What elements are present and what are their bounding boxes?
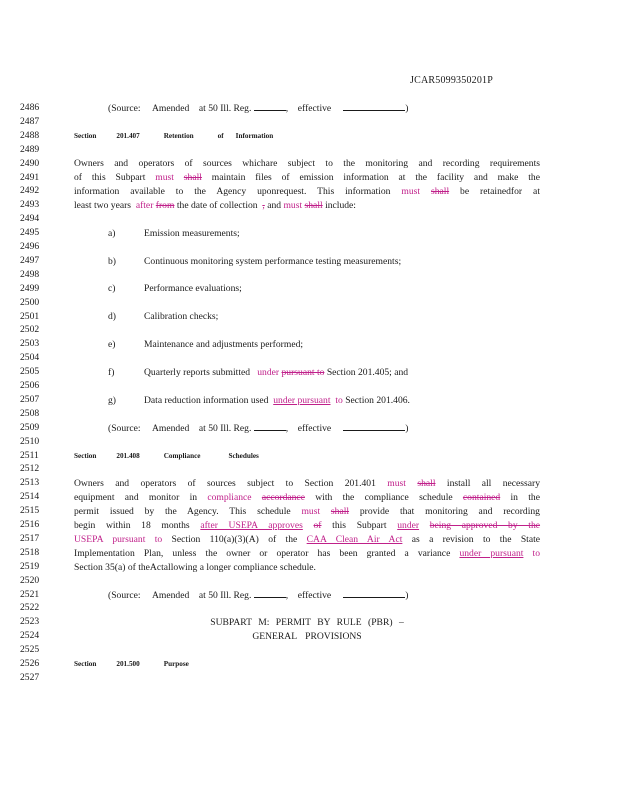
line-number: 2504 xyxy=(20,352,40,364)
line-number: 2521 xyxy=(20,588,40,600)
line-number: 2515 xyxy=(20,505,40,517)
paragraph-line: begin within 18 months after USEPA approves of this Subpart under being approved by the xyxy=(74,520,541,531)
line-number: 2503 xyxy=(20,338,40,350)
line-number: 2518 xyxy=(20,546,40,558)
line-number: 2494 xyxy=(20,213,40,225)
line-number: 2496 xyxy=(20,241,40,252)
paragraph-line: equipment and monitor in compliance accordance with the compliance schedule contained in the xyxy=(74,492,540,503)
line-number: 2522 xyxy=(20,602,40,614)
line-number: 2512 xyxy=(20,463,40,475)
paragraph-line: Section 35(a) of theActallowing a longer compliance schedule. xyxy=(74,562,316,573)
line-number: 2517 xyxy=(20,532,40,544)
line-number: 2488 xyxy=(20,129,40,141)
line-number: 2498 xyxy=(20,268,40,280)
line-number: 2510 xyxy=(20,435,40,447)
line-number: 2513 xyxy=(20,477,40,489)
line-number: 2502 xyxy=(20,324,40,336)
line-number: 2508 xyxy=(20,407,40,419)
paragraph-line: information available to the Agency uponrequest. This information must shall be retainedfor at xyxy=(74,186,540,197)
list-item-c: c) Performance evaluations; xyxy=(108,283,242,294)
list-item-a: a) Emission measurements; xyxy=(108,228,240,239)
line-number: 2507 xyxy=(20,393,40,405)
line-number: 2519 xyxy=(20,560,40,572)
line-number: 2523 xyxy=(20,616,40,628)
section-heading-201-408: Section 201.408 Compliance Schedules xyxy=(74,452,259,460)
line-number: 2506 xyxy=(20,380,40,391)
source-note-1: (Source: Amended at 50 Ill. Reg. , effective ) xyxy=(108,103,409,114)
blank-line xyxy=(254,101,286,111)
line-number: 2491 xyxy=(20,171,40,183)
list-item-e: e) Maintenance and adjustments performed; xyxy=(108,339,304,350)
paragraph-line: Owners and operators of sources subject to Section 201.401 must shall install all necessary xyxy=(74,478,541,489)
line-number: 2500 xyxy=(20,296,40,308)
line-number: 2489 xyxy=(20,143,40,155)
paragraph-line: least two years after from the date of collection , and must shall include: xyxy=(74,200,356,211)
paragraph-line: permit issued by the Agency. This schedule must shall provide that monitoring and recording xyxy=(74,506,540,517)
list-item-b: b) Continuous monitoring system performance testing measurements; xyxy=(108,256,402,267)
source-note-3: (Source: Amended at 50 Ill. Reg. , effective ) xyxy=(108,590,409,601)
list-item-g: g) Data reduction information used under pursuant to Section 201.406. xyxy=(108,395,410,406)
line-number: 2514 xyxy=(20,491,40,503)
line-number: 2487 xyxy=(20,115,40,127)
list-item-d: d) Calibration checks; xyxy=(108,311,219,322)
paragraph-line: Owners and operators of sources whichare subject to the monitoring and recording requirements xyxy=(74,158,540,169)
line-number: 2495 xyxy=(20,227,40,239)
paragraph-line: of this Subpart must shall maintain files of emission information at the facility and make the xyxy=(74,172,540,183)
line-number: 2524 xyxy=(20,630,40,642)
line-number: 2509 xyxy=(20,421,40,433)
line-number: 2486 xyxy=(20,102,40,113)
line-number: 2490 xyxy=(20,157,40,169)
subpart-heading: SUBPART M: PERMIT BY RULE (PBR) – xyxy=(210,617,404,628)
section-heading-201-407: Section 201.407 Retention of Information xyxy=(74,132,274,140)
line-number: 2499 xyxy=(20,282,40,294)
line-number: 2525 xyxy=(20,644,40,656)
source-note-2: (Source: Amended at 50 Ill. Reg. , effective ) xyxy=(108,423,409,434)
blank-line xyxy=(343,101,405,111)
paragraph-line: Implementation Plan, unless the owner or operator has been granted a variance under pursuant to xyxy=(74,548,540,559)
line-number: 2505 xyxy=(20,366,40,378)
line-number: 2526 xyxy=(20,658,40,669)
line-number: 2497 xyxy=(20,254,40,266)
line-number: 2492 xyxy=(20,185,40,197)
document-id: JCAR5099350201P xyxy=(410,75,494,86)
list-item-f: f) Quarterly reports submitted under pursuant to Section 201.405; and xyxy=(108,367,409,378)
line-number: 2520 xyxy=(20,574,40,586)
section-heading-201-500: Section 201.500 Purpose xyxy=(74,660,189,668)
paragraph-line: USEPA pursuant to Section 110(a)(3)(A) of the CAA Clean Air Act as a revision to the State xyxy=(74,534,541,545)
line-number: 2516 xyxy=(20,519,40,530)
line-number: 2527 xyxy=(20,671,40,683)
line-number: 2511 xyxy=(20,449,39,461)
line-number: 2493 xyxy=(20,199,40,211)
line-number: 2501 xyxy=(20,310,40,322)
subpart-subheading: GENERAL PROVISIONS xyxy=(252,631,362,642)
